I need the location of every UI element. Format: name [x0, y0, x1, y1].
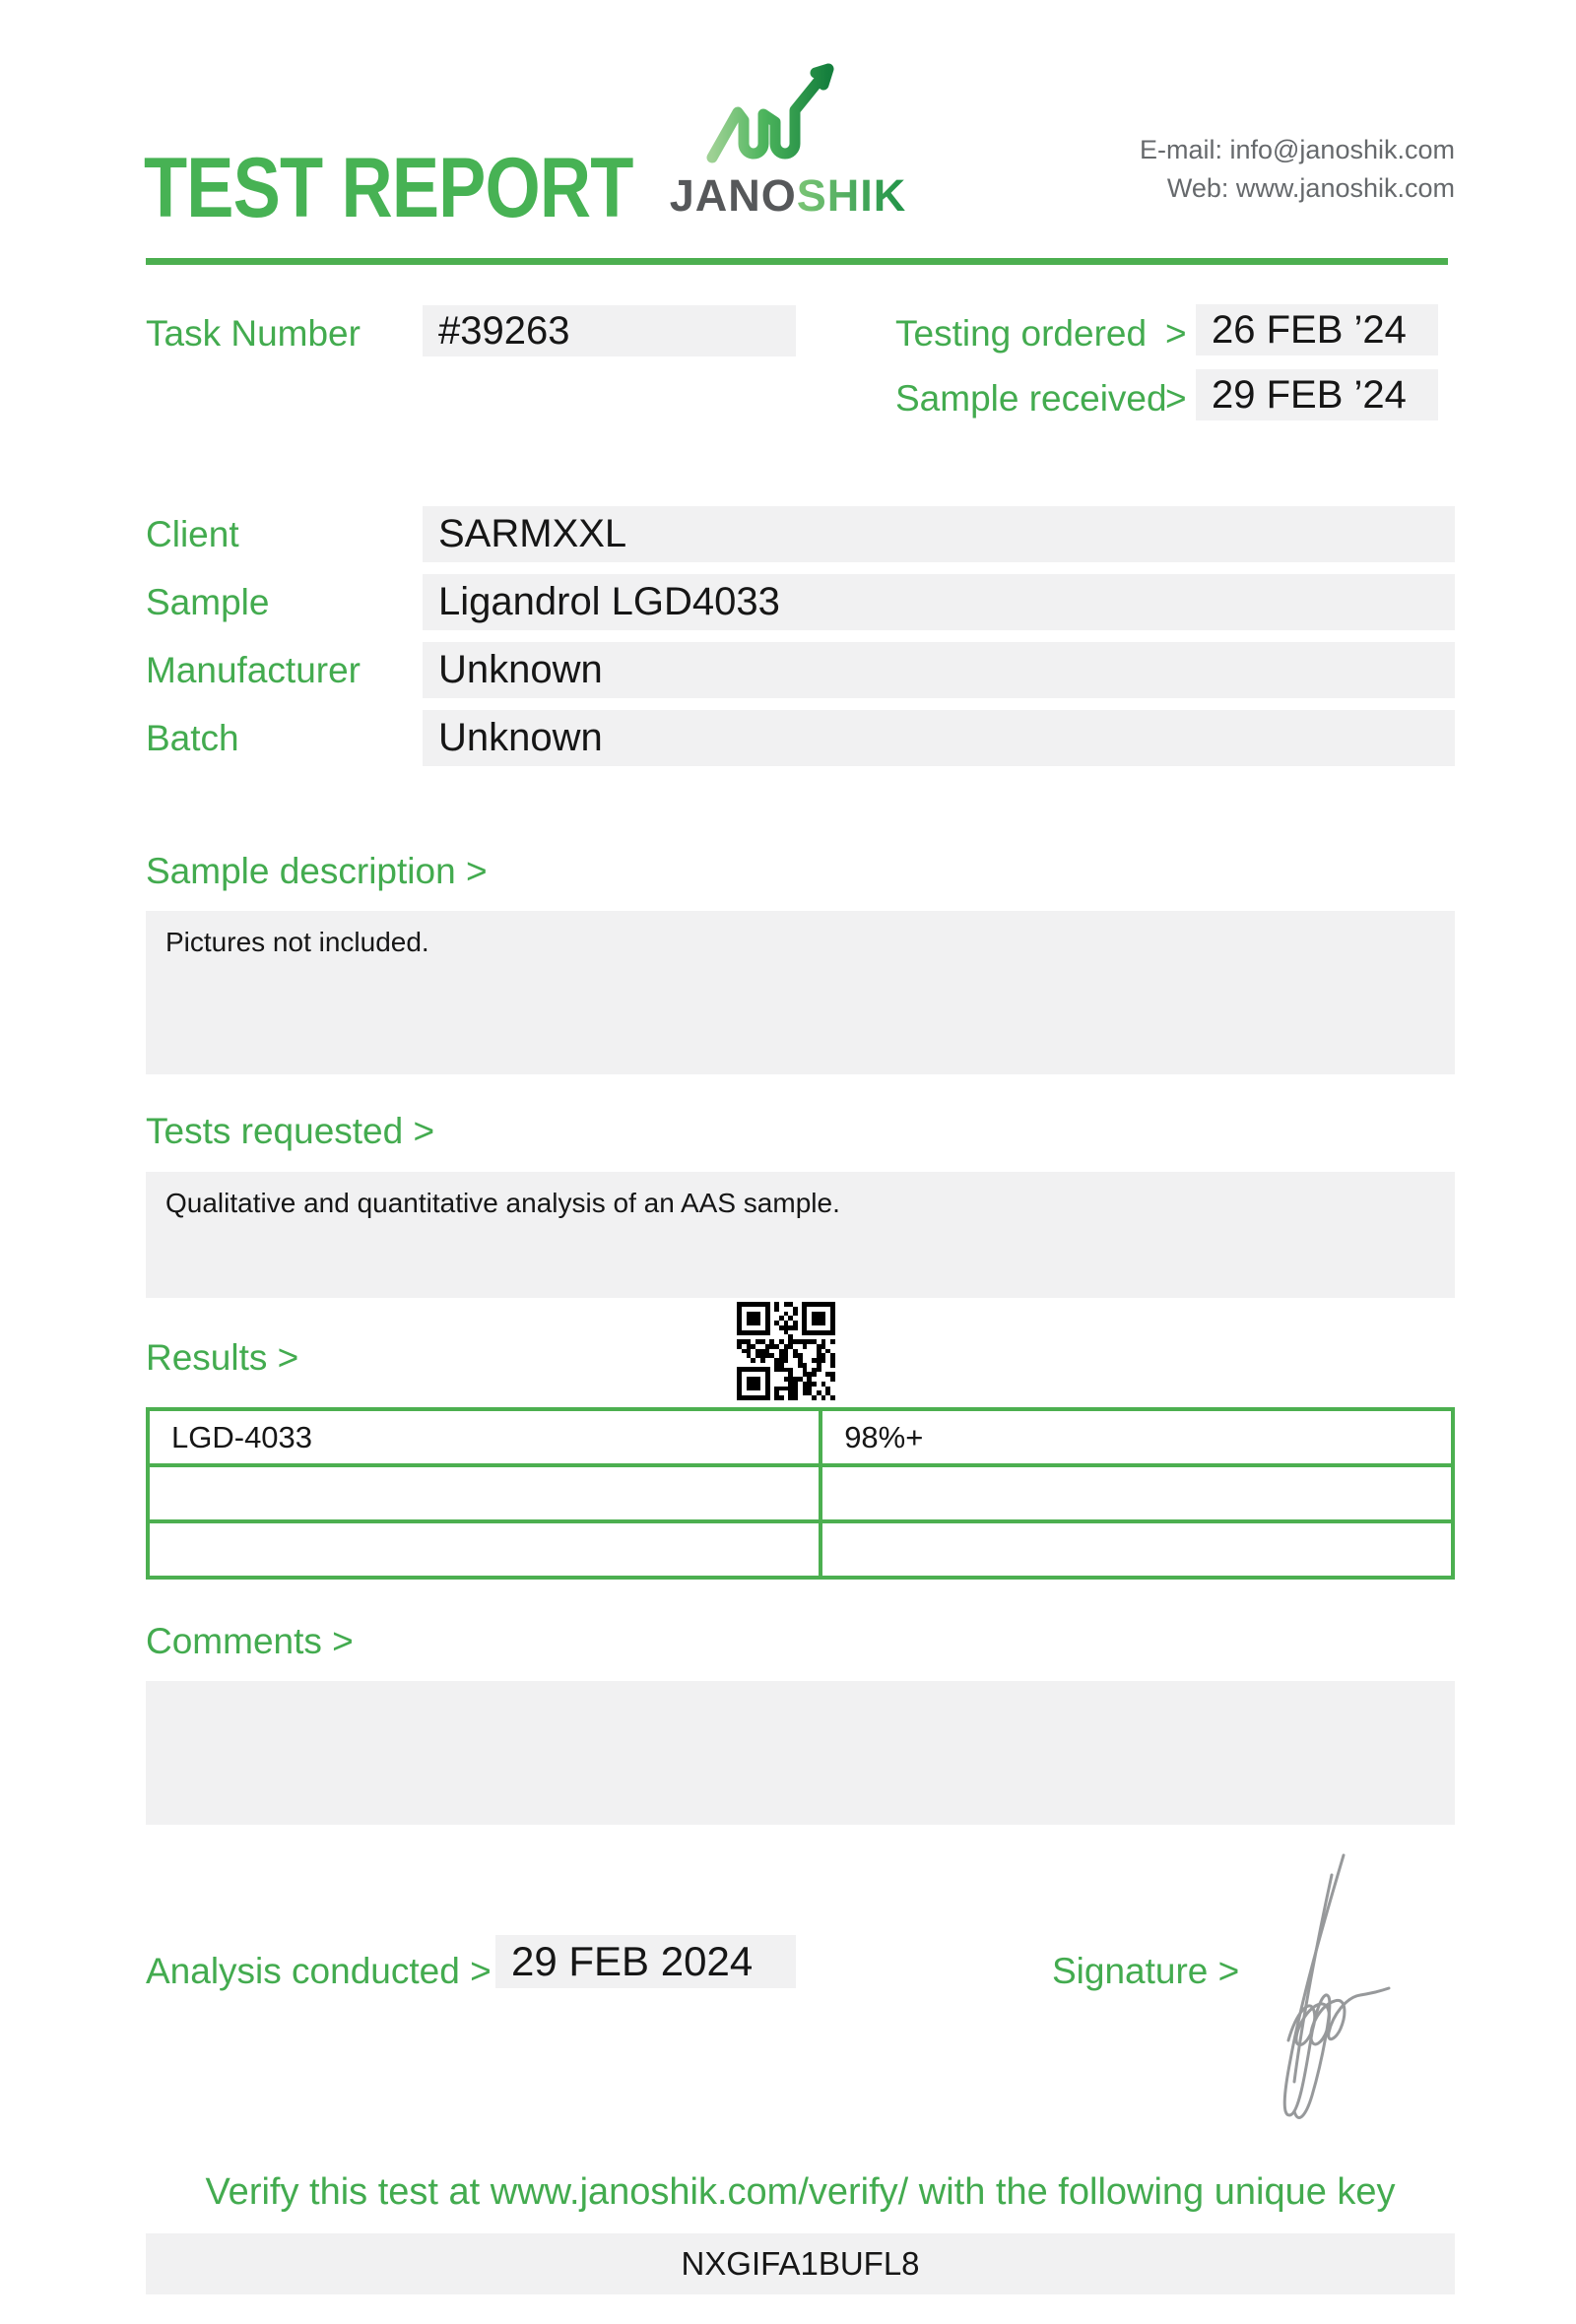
- manufacturer-label: Manufacturer: [146, 649, 361, 690]
- qr-finder-bottom-left: [737, 1367, 770, 1400]
- qr-code: [737, 1302, 835, 1400]
- results-row: [148, 1521, 1453, 1578]
- verify-key: NXGIFA1BUFL8: [146, 2233, 1455, 2294]
- batch-label: Batch: [146, 717, 239, 758]
- comments-heading: Comments >: [146, 1621, 354, 1661]
- tests-requested-text: Qualitative and quantitative analysis of an AAS sample.: [165, 1188, 840, 1218]
- analysis-conducted-value: 29 FEB 2024: [495, 1935, 796, 1988]
- brand-logo: [645, 59, 931, 221]
- comments-box: [146, 1681, 1455, 1825]
- sample-description-text: Pictures not included.: [165, 927, 429, 957]
- signature-label: Signature >: [1052, 1951, 1240, 1991]
- trend-chart-icon: [704, 59, 872, 167]
- result-substance-cell: LGD-4033: [148, 1409, 821, 1465]
- analysis-conducted-label: Analysis conducted >: [146, 1951, 492, 1991]
- header-rule: [146, 258, 1448, 265]
- sample-received-value: 29 FEB ’24: [1196, 369, 1438, 420]
- sample-value: Ligandrol LGD4033: [423, 574, 1455, 630]
- client-value: SARMXXL: [423, 506, 1455, 562]
- signature-image: [1249, 1847, 1397, 2133]
- sample-received-arrow: >: [1165, 378, 1187, 419]
- client-label: Client: [146, 513, 239, 554]
- sample-label: Sample: [146, 581, 270, 622]
- sample-description-box: [146, 911, 1455, 1074]
- result-value-cell: [821, 1465, 1453, 1521]
- contact-web: Web: www.janoshik.com: [1166, 173, 1455, 203]
- result-substance-cell: [148, 1521, 821, 1578]
- results-table: [146, 1407, 1455, 1580]
- tests-requested-heading: Tests requested >: [146, 1111, 435, 1151]
- result-substance-cell: [148, 1465, 821, 1521]
- sample-received-label: Sample received: [895, 378, 1167, 419]
- testing-ordered-label: Testing ordered: [895, 313, 1148, 354]
- task-number-value: #39263: [423, 305, 796, 356]
- results-row: [148, 1465, 1453, 1521]
- testing-ordered-value: 26 FEB ’24: [1196, 304, 1438, 355]
- contact-info: [1140, 131, 1455, 208]
- tests-requested-box: [146, 1172, 1455, 1298]
- qr-finder-top-right: [802, 1302, 835, 1335]
- qr-finder-top-left: [737, 1302, 770, 1335]
- verify-instruction: Verify this test at www.janoshik.com/verify/ with the following unique key: [205, 2171, 1396, 2213]
- task-number-label: Task Number: [146, 313, 361, 354]
- contact-email: E-mail: info@janoshik.com: [1139, 135, 1455, 164]
- result-value-cell: 98%+: [821, 1409, 1453, 1465]
- manufacturer-value: Unknown: [423, 642, 1455, 698]
- page-title: TEST REPORT: [144, 141, 633, 235]
- testing-ordered-arrow: >: [1165, 313, 1187, 354]
- results-heading: Results >: [146, 1337, 299, 1378]
- result-value-cell: [821, 1521, 1453, 1578]
- batch-value: Unknown: [423, 710, 1455, 766]
- results-row: [148, 1409, 1453, 1465]
- brand-name: JANOSHIK: [669, 170, 907, 221]
- sample-description-heading: Sample description >: [146, 851, 488, 891]
